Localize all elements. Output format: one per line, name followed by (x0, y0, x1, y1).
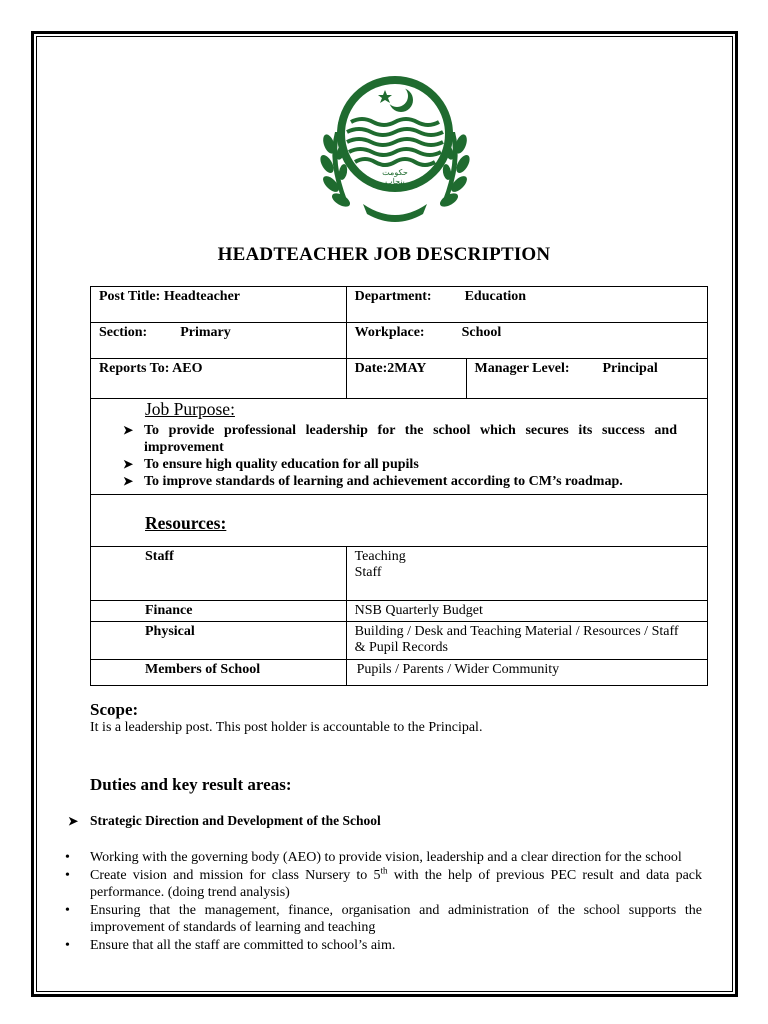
table-row (91, 660, 708, 686)
date-cell (346, 359, 466, 399)
punjab-government-emblem (305, 72, 485, 224)
reports-to-cell (91, 359, 347, 399)
superscript: th (380, 865, 388, 876)
section-cell (91, 323, 347, 359)
duties-heading: Duties and key result areas: (90, 775, 292, 794)
resource-value-line: Staff (354, 565, 382, 580)
section-label: Section: (99, 325, 148, 340)
post-title-value: Headteacher (163, 289, 241, 304)
resource-value: Pupils / Parents / Wider Community (346, 660, 707, 686)
list-item-text: Create vision and mission for class Nursery to 5 (90, 868, 381, 883)
table-row (91, 359, 708, 399)
resource-value: Building / Desk and Teaching Material / Resources / Staff & Pupil Records (346, 622, 707, 660)
list-item: ➤ To ensure high quality education for all pupils (99, 456, 677, 473)
department-value: Education (464, 289, 527, 304)
manager-level-value: Principal (602, 361, 658, 376)
emblem-icon (305, 72, 485, 224)
table-row (91, 287, 708, 323)
duties-subheading-text: Strategic Direction and Development of the School (90, 813, 381, 828)
duties-subheading (68, 813, 381, 829)
post-title-cell (91, 287, 347, 323)
resource-value-line: Teaching (354, 549, 406, 564)
date-value: 2MAY (387, 361, 427, 376)
reports-to-value: AEO (172, 361, 203, 376)
resource-label: Physical (91, 622, 347, 660)
emblem-caption: حکومت پنجاب (382, 168, 408, 186)
reports-to-label: Reports To: (99, 361, 170, 376)
department-label: Department: (354, 289, 432, 304)
resource-value: NSB Quarterly Budget (346, 601, 707, 622)
scope-text: It is a leadership post. This post holder is accountable to the Principal. (90, 720, 483, 735)
table-row (91, 601, 708, 622)
workplace-value: School (461, 325, 502, 340)
resource-value (346, 547, 707, 601)
table-row (91, 622, 708, 660)
section-value: Primary (180, 325, 231, 340)
job-details-table (90, 286, 708, 686)
page-title: HEADTEACHER JOB DESCRIPTION (217, 244, 551, 265)
job-purpose-list (99, 422, 677, 490)
scope-heading: Scope: (90, 700, 139, 719)
duties-list (62, 849, 702, 955)
list-item (62, 867, 702, 901)
department-cell (346, 287, 707, 323)
job-purpose-row (91, 399, 708, 495)
resources-heading-row (91, 495, 708, 547)
manager-level-cell (466, 359, 708, 399)
table-row (91, 547, 708, 601)
list-item: ➤ To provide professional leadership for the school which secures its success and improvement (99, 422, 677, 456)
list-item: • Ensuring that the management, finance, organisation and administration of the school supports the improvement of standards of learning and teaching (62, 902, 702, 936)
job-purpose-heading: Job Purpose: (145, 399, 235, 419)
resources-heading: Resources: (145, 513, 227, 533)
workplace-label: Workplace: (354, 325, 425, 340)
list-item: ➤ To improve standards of learning and achievement according to CM’s roadmap. (99, 473, 677, 490)
list-item-text: with the help of previous PEC result and data pack performance. (doing trend analysis) (90, 868, 703, 900)
post-title-label: Post Title: (99, 289, 161, 304)
resource-label: Staff (91, 547, 347, 601)
workplace-cell (346, 323, 707, 359)
arrow-bullet-icon: ➤ (68, 814, 79, 828)
list-item: • Ensure that all the staff are committed to school’s aim. (62, 937, 702, 954)
resource-label: Members of School (91, 660, 347, 686)
manager-level-label: Manager Level: (474, 361, 570, 376)
table-row (91, 323, 708, 359)
date-label: Date: (354, 361, 388, 376)
resource-label: Finance (91, 601, 347, 622)
list-item: • Working with the governing body (AEO) to provide vision, leadership and a clear direction for the school (62, 849, 702, 866)
